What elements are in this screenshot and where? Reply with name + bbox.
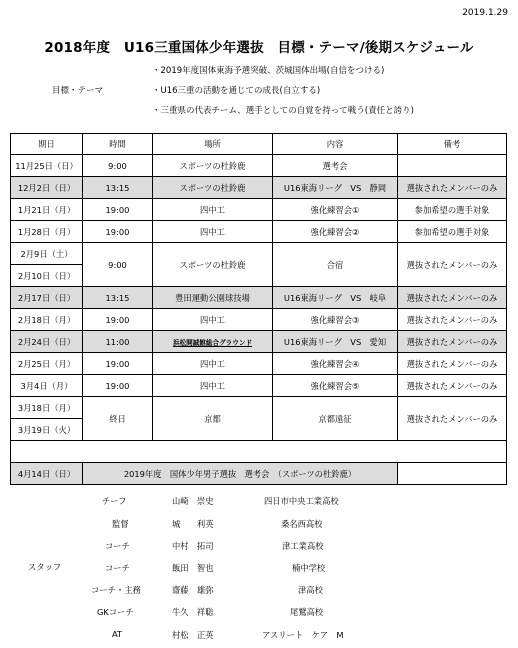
row-content: U16東海リーグ VS 岐阜 <box>273 287 398 309</box>
table-row <box>11 397 507 419</box>
goals-label: 目標・テーマ <box>52 86 104 96</box>
staff-affiliation: 四日市中央工業高校 <box>264 496 339 506</box>
staff-role: GKコーチ <box>97 607 134 617</box>
row-note: 選抜されたメンバーのみ <box>398 375 507 397</box>
document-title: 2018年度 U16三重国体少年選抜 目標・テーマ/後期スケジュール <box>44 40 474 56</box>
staff-affiliation: 津高校 <box>298 585 323 595</box>
row-place: 四中工 <box>153 309 273 331</box>
staff-name: 山崎 崇史 <box>172 496 214 506</box>
row-note: 参加希望の選手対象 <box>398 221 507 243</box>
row-note: 選抜されたメンバーのみ <box>398 353 507 375</box>
row-note: 選抜されたメンバーのみ <box>398 177 507 199</box>
row-content: 京都遠征 <box>273 397 398 441</box>
row-date: 2月24日（日） <box>11 331 83 353</box>
staff-role: コーチ <box>105 563 130 573</box>
table-row <box>11 375 507 397</box>
staff-label: スタッフ <box>28 562 62 572</box>
row-date: 3月4日（月） <box>11 375 83 397</box>
row-content: 強化練習会② <box>273 221 398 243</box>
row-content: 強化練習会⑤ <box>273 375 398 397</box>
table-row <box>11 353 507 375</box>
staff-affiliation: 津工業高校 <box>282 541 324 551</box>
staff-name: 城 利英 <box>172 519 214 529</box>
staff-affiliation: 尾鷲高校 <box>290 607 324 617</box>
table-row <box>11 177 507 199</box>
row-time: 19:00 <box>83 199 153 221</box>
row-content: 選考会 <box>273 155 398 177</box>
final-note <box>398 463 507 485</box>
row-note: 選抜されたメンバーのみ <box>398 287 507 309</box>
row-time: 9:00 <box>83 243 153 287</box>
row-content: 合宿 <box>273 243 398 287</box>
row-note <box>398 155 507 177</box>
staff-name: 村松 正英 <box>172 630 214 640</box>
row-note: 選抜されたメンバーのみ <box>398 331 507 353</box>
staff-name: 牛久 祥聡 <box>172 607 214 617</box>
table-spacer-row <box>11 441 507 463</box>
row-place: 四中工 <box>153 375 273 397</box>
table-row <box>11 199 507 221</box>
row-note: 選抜されたメンバーのみ <box>398 309 507 331</box>
table-row <box>11 331 507 353</box>
staff-affiliation: アスリート ケア M <box>262 630 344 640</box>
row-place: 京都 <box>153 397 273 441</box>
row-time: 13:15 <box>83 177 153 199</box>
staff-name: 飯田 智也 <box>172 563 214 573</box>
header-note: 備考 <box>398 134 507 155</box>
row-note: 選抜されたメンバーのみ <box>398 243 507 287</box>
row-date: 2月10日（日） <box>11 265 83 287</box>
staff-name: 中村 拓司 <box>172 541 214 551</box>
header-place: 場所 <box>153 134 273 155</box>
row-time: 19:00 <box>83 375 153 397</box>
row-time: 9:00 <box>83 155 153 177</box>
staff-role: AT <box>112 629 123 639</box>
row-place: 四中工 <box>153 353 273 375</box>
row-time: 13:15 <box>83 287 153 309</box>
goal-item: ・三重県の代表チーム、選手としての自覚を持って戦う(責任と誇り) <box>152 106 414 116</box>
spacer-cell <box>11 441 507 463</box>
row-content: U16東海リーグ VS 静岡 <box>273 177 398 199</box>
staff-role: チーフ <box>102 496 127 506</box>
staff-role: コーチ・主務 <box>91 585 141 595</box>
staff-role: 監督 <box>112 519 129 529</box>
table-row <box>11 243 507 265</box>
document-date: 2019.1.29 <box>462 8 508 18</box>
final-row <box>11 463 507 485</box>
row-date: 2月9日（土） <box>11 243 83 265</box>
row-content: 強化練習会① <box>273 199 398 221</box>
row-place <box>153 331 273 353</box>
goal-item: ・2019年度国体東海予選突破、茨城国体出場(自信をつける) <box>152 66 385 76</box>
row-time: 11:00 <box>83 331 153 353</box>
final-text: 2019年度 国体少年男子選抜 選考会 （スポーツの杜鈴鹿） <box>83 463 398 485</box>
header-content: 内容 <box>273 134 398 155</box>
goal-item: ・U16三重の活動を通じての成長(自立する) <box>152 86 321 96</box>
row-content: U16東海リーグ VS 愛知 <box>273 331 398 353</box>
row-date: 2月25日（月） <box>11 353 83 375</box>
row-content: 強化練習会④ <box>273 353 398 375</box>
staff-name: 齋藤 雄弥 <box>172 585 214 595</box>
row-place-text: 浜松開誠館総合グラウンド <box>172 338 253 347</box>
staff-role: コーチ <box>105 541 130 551</box>
table-row <box>11 287 507 309</box>
schedule-table <box>10 133 507 485</box>
final-date: 4月14日（日） <box>11 463 83 485</box>
row-date: 1月28日（月） <box>11 221 83 243</box>
staff-affiliation: 桑名西高校 <box>281 519 323 529</box>
table-row <box>11 155 507 177</box>
row-time: 終日 <box>83 397 153 441</box>
row-time: 19:00 <box>83 309 153 331</box>
table-row <box>11 309 507 331</box>
header-time: 時間 <box>83 134 153 155</box>
row-date: 1月21日（月） <box>11 199 83 221</box>
row-content: 強化練習会③ <box>273 309 398 331</box>
staff-affiliation: 楠中学校 <box>292 563 326 573</box>
row-place: 四中工 <box>153 221 273 243</box>
row-date: 12月2日（日） <box>11 177 83 199</box>
row-date: 3月19日（火） <box>11 419 83 441</box>
row-note: 参加希望の選手対象 <box>398 199 507 221</box>
row-place: スポーツの杜鈴鹿 <box>153 155 273 177</box>
schedule-header-row <box>11 134 507 155</box>
row-date: 2月17日（日） <box>11 287 83 309</box>
row-date: 11月25日（日） <box>11 155 83 177</box>
row-time: 19:00 <box>83 353 153 375</box>
row-time: 19:00 <box>83 221 153 243</box>
row-place: 豊田運動公園球技場 <box>153 287 273 309</box>
row-place: スポーツの杜鈴鹿 <box>153 177 273 199</box>
row-date: 3月18日（月） <box>11 397 83 419</box>
table-row <box>11 221 507 243</box>
row-date: 2月18日（月） <box>11 309 83 331</box>
row-place: 四中工 <box>153 199 273 221</box>
header-date: 期日 <box>11 134 83 155</box>
row-place: スポーツの杜鈴鹿 <box>153 243 273 287</box>
row-note: 選抜されたメンバーのみ <box>398 397 507 441</box>
